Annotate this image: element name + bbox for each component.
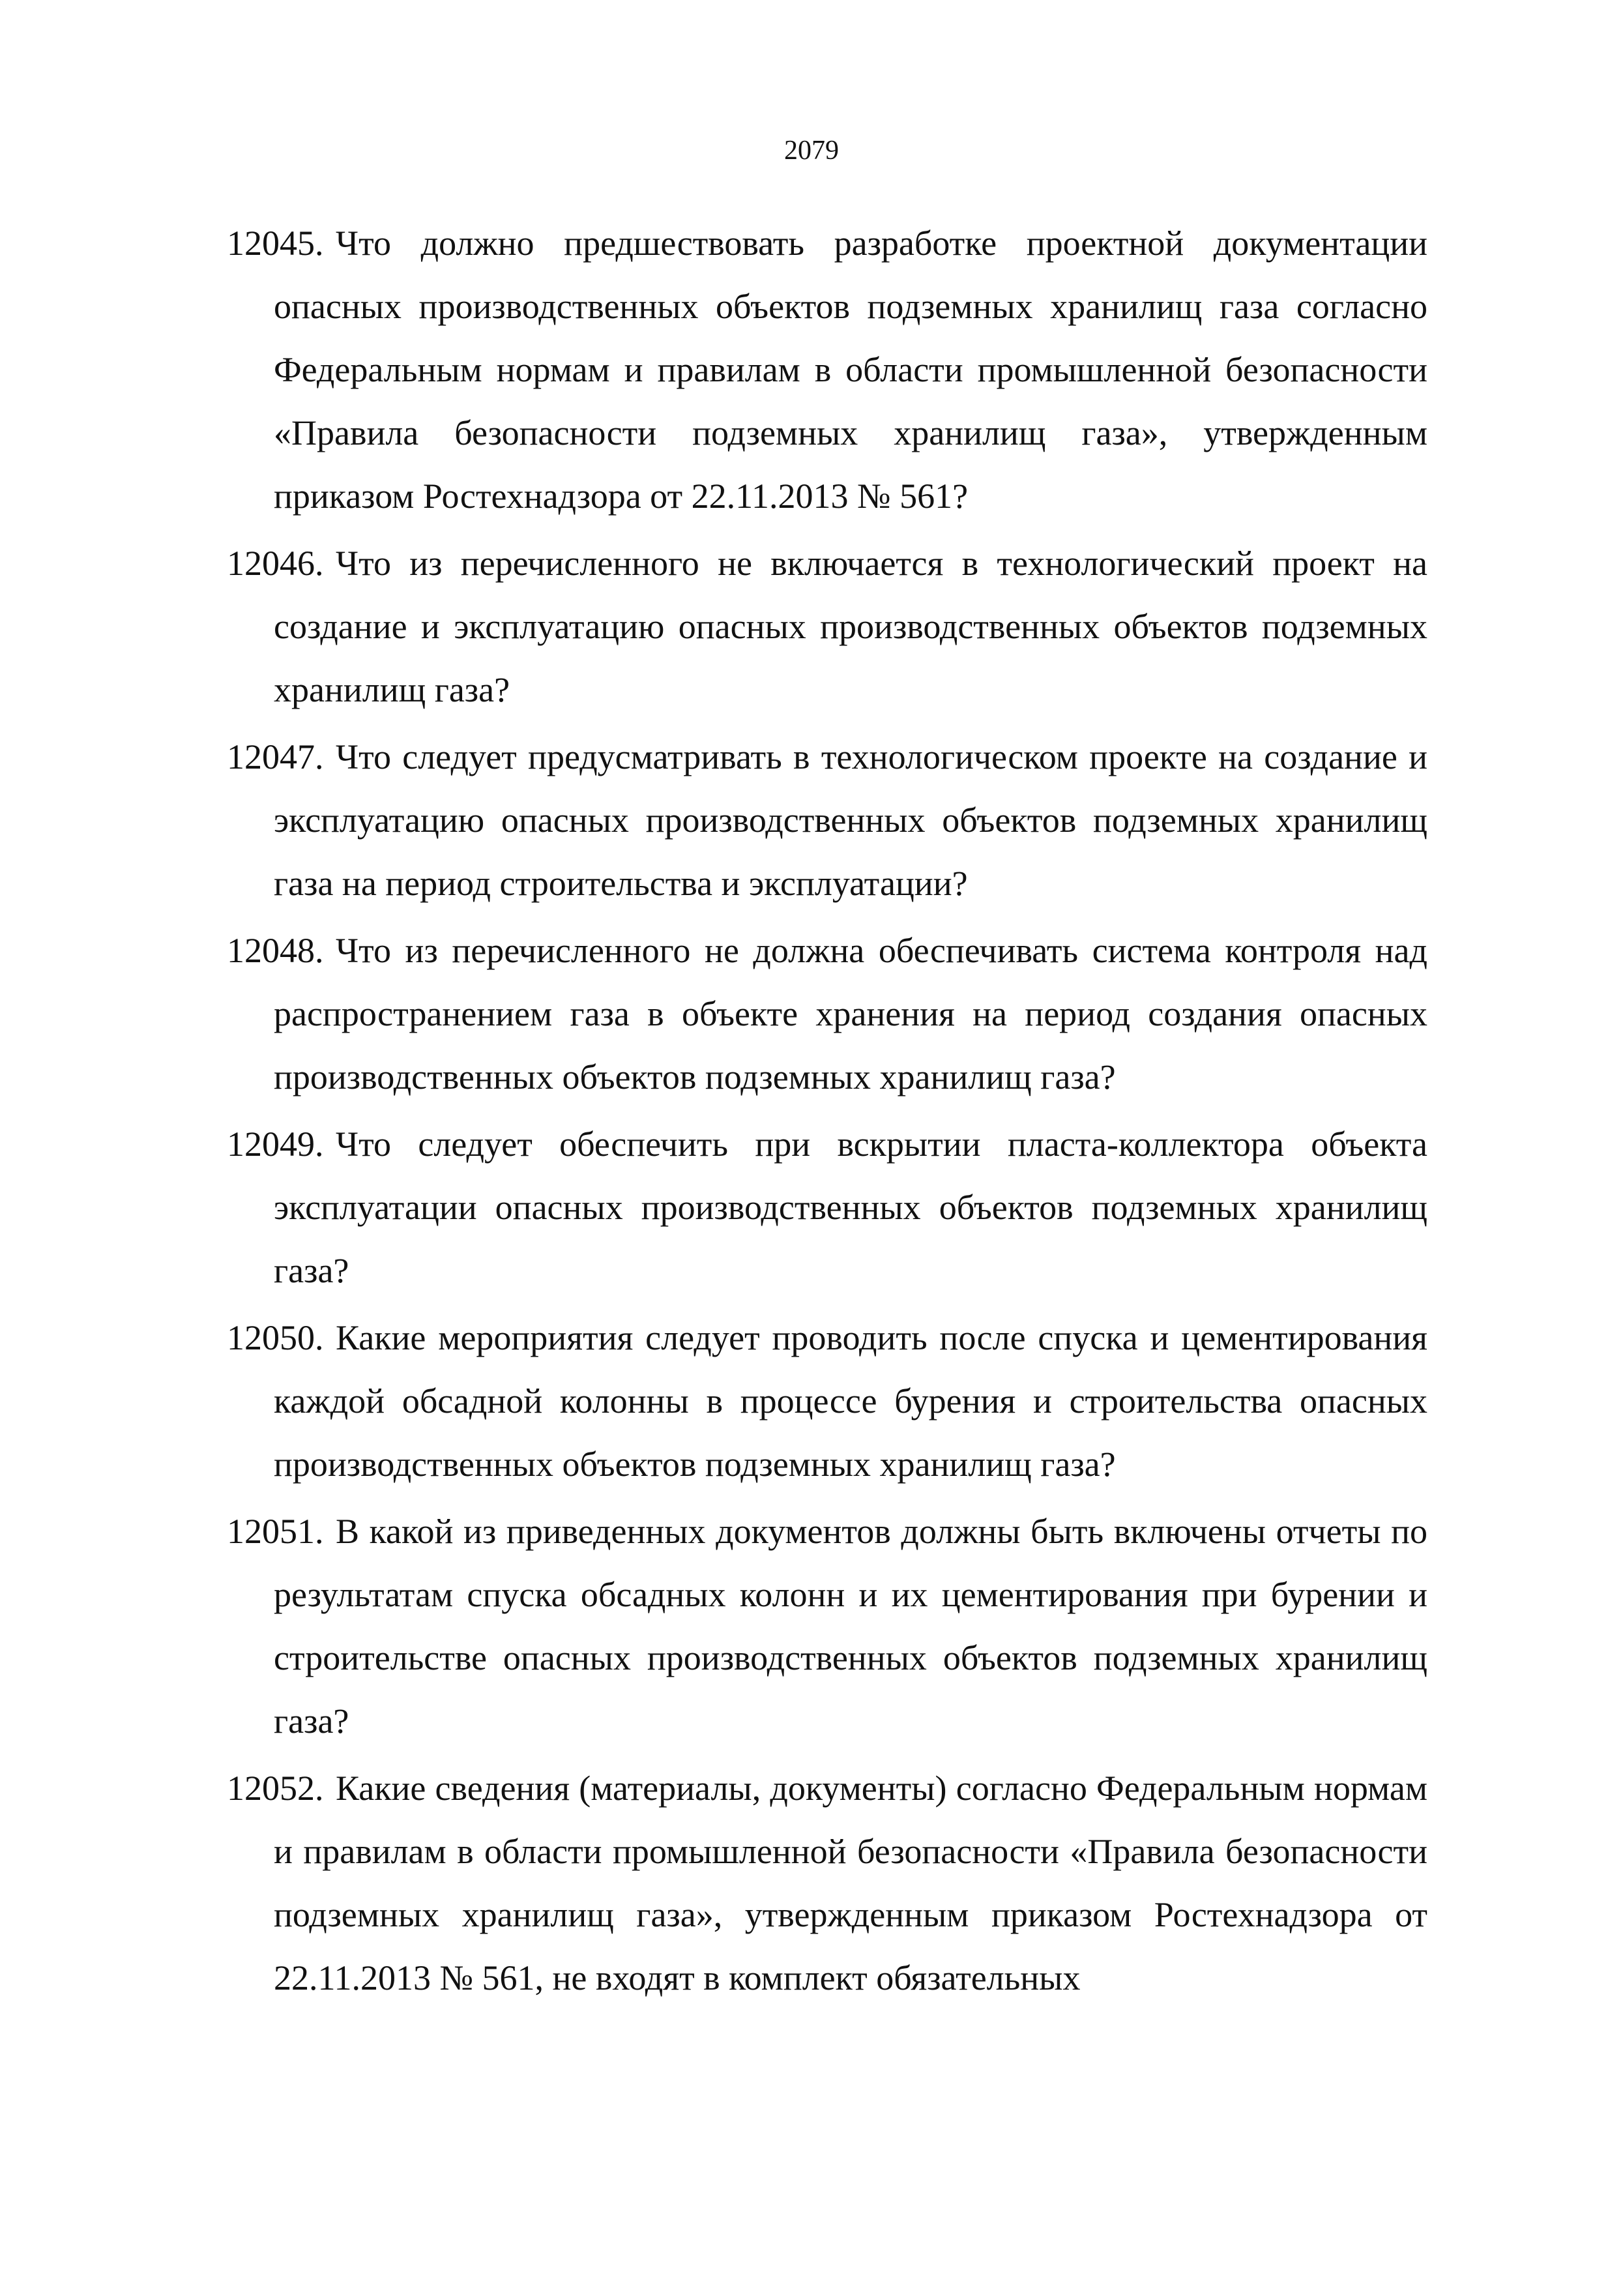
question-item <box>227 1306 1427 1496</box>
question-number: 12045. <box>227 224 324 263</box>
question-number: 12048. <box>227 931 324 970</box>
question-list <box>227 212 1427 2014</box>
question-item <box>227 919 1427 1109</box>
question-item <box>227 212 1427 528</box>
question-item <box>227 1757 1427 2010</box>
question-text: Что из перечисленного не должна обеспечивать система контроля над распространением газа в объекте хранения на период создания опасных производственных объектов подземных хранилищ газа? <box>274 931 1427 1096</box>
question-text: В какой из приведенных документов должны быть включены отчеты по результатам спуска обсадных колонн и их цементирования при бурении и строительстве опасных производственных объектов подземных хранилищ газа? <box>274 1512 1427 1741</box>
question-text: Что должно предшествовать разработке проектной документации опасных производственных объектов подземных хранилищ газа согласно Федеральным нормам и правилам в области промышленной безопасности «Правила безопасности подземных хранилищ газа», утвержденным приказом Ростехнадзора от 22.11.2013 № 561? <box>274 224 1427 516</box>
question-item <box>227 532 1427 722</box>
question-number: 12046. <box>227 544 324 583</box>
page-number: 2079 <box>784 136 839 166</box>
question-number: 12047. <box>227 737 324 776</box>
question-number: 12049. <box>227 1125 324 1164</box>
question-item <box>227 1113 1427 1303</box>
question-number: 12050. <box>227 1318 324 1357</box>
question-text: Какие сведения (материалы, документы) согласно Федеральным нормам и правилам в области промышленной безопасности «Правила безопасности подземных хранилищ газа», утвержденным приказом Ростехнадзора от 22.11.2013 № 561, не входят в комплект обязательных <box>274 1769 1427 1997</box>
question-text: Что следует предусматривать в технологическом проекте на создание и эксплуатацию опасных производственных объектов подземных хранилищ газа на период строительства и эксплуатации? <box>274 737 1427 903</box>
question-number: 12052. <box>227 1769 324 1808</box>
question-item <box>227 1500 1427 1753</box>
question-text: Что следует обеспечить при вскрытии пласта-коллектора объекта эксплуатации опасных производственных объектов подземных хранилищ газа? <box>274 1125 1427 1290</box>
question-item <box>227 726 1427 915</box>
question-number: 12051. <box>227 1512 324 1551</box>
question-text: Что из перечисленного не включается в технологический проект на создание и эксплуатацию опасных производственных объектов подземных хранилищ газа? <box>274 544 1427 709</box>
question-text: Какие мероприятия следует проводить после спуска и цементирования каждой обсадной колонны в процессе бурения и строительства опасных производственных объектов подземных хранилищ газа? <box>274 1318 1427 1484</box>
